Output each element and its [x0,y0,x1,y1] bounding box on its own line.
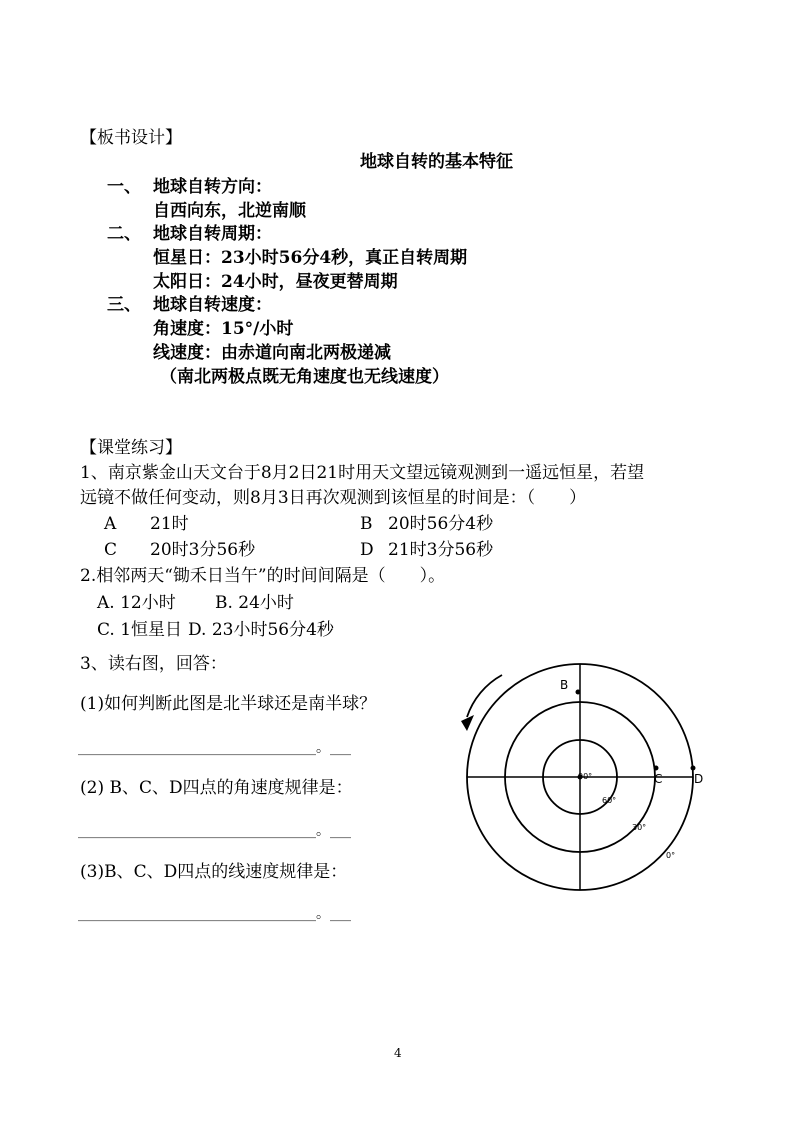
q1-option-b-text: 20时56分4秒 [388,514,494,534]
question-3-intro: 3、读右图，回答： [80,654,227,674]
question-1-line-1: 1、南京紫金山天文台于8月2日21时用天文望远镜观测到一遥远恒星，若望 [80,463,645,483]
point-c-dot [654,766,659,771]
q3-answer-line-2[interactable]: __________________________________。___ [78,823,351,839]
q2-option-b: B. 24小时 [215,593,294,613]
section-3-number: 三、 [107,295,141,315]
q2-option-c: C. 1恒星日 [97,620,183,640]
section-2-line-2: 太阳日：24小时，昼夜更替周期 [153,272,398,292]
section-3-line-1: 角速度：15°/小时 [153,319,294,339]
section-2-title: 地球自转周期： [153,224,272,244]
q2-option-d: D. 23小时56分4秒 [188,620,334,640]
q3-answer-line-1[interactable]: __________________________________。___ [78,740,351,756]
page-number: 4 [394,1046,402,1060]
section-3-title: 地球自转速度： [153,295,272,315]
q3-answer-line-3[interactable]: __________________________________。___ [78,906,351,922]
q3-part-1: (1)如何判断此图是北半球还是南半球？ [80,694,377,714]
q2-option-a: A. 12小时 [97,593,176,613]
label-lat-60: 60° [602,796,617,805]
board-heading: 【板书设计】 [80,128,182,148]
q1-option-c-text: 20时3分56秒 [150,540,256,560]
q1-option-d-text: 21时3分56秒 [388,540,494,560]
label-lat-0: 0° [666,851,676,860]
q1-option-a-label: A [104,514,117,534]
rotation-arrow-icon [467,675,502,717]
q3-part-3: (3)B、C、D四点的线速度规律是： [80,862,348,882]
question-1-line-2: 远镜不做任何变动，则8月3日再次观测到该恒星的时间是：（ ） [80,488,587,508]
label-d: D [694,772,704,786]
label-c: C [654,772,663,786]
label-b: B [560,678,569,692]
section-1-number: 一、 [107,177,141,197]
q1-option-d-label: D [360,540,374,560]
point-d-dot [691,766,696,771]
practice-heading: 【课堂练习】 [80,438,182,458]
q1-option-b-label: B [360,514,373,534]
section-3-line-3: （南北两极点既无角速度也无线速度） [160,367,449,387]
section-1-line-1: 自西向东，北逆南顺 [153,201,306,221]
section-2-line-1: 恒星日：23小时56分4秒，真正自转周期 [153,248,468,268]
label-lat-90: 90° [578,772,593,781]
q1-option-c-label: C [104,540,118,560]
section-1-title: 地球自转方向： [153,177,272,197]
board-title: 地球自转的基本特征 [360,152,513,172]
q1-option-a-text: 21时 [150,514,189,534]
question-2-line: 2.相邻两天“锄禾日当午”的时间间隔是（ ）。 [80,566,446,586]
label-lat-30: 30° [632,823,647,832]
point-b-dot [576,690,581,695]
q3-part-2: (2) B、C、D四点的角速度规律是： [80,778,353,798]
section-3-line-2: 线速度：由赤道向南北两极递减 [153,343,391,363]
section-2-number: 二、 [107,224,141,244]
polar-view-diagram [450,655,710,905]
arrow-head-icon [461,715,474,731]
